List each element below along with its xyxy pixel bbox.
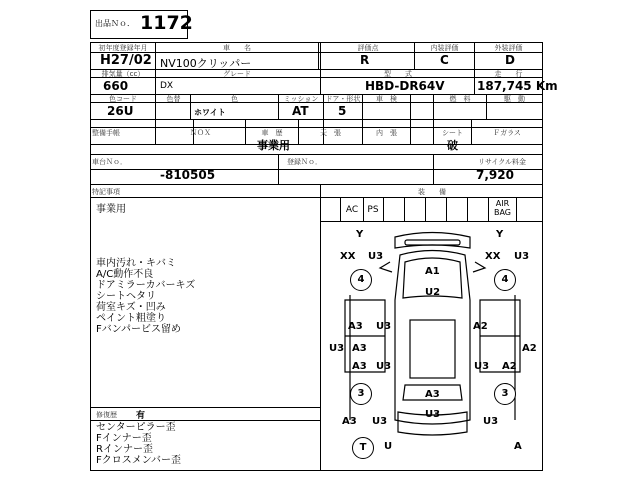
tire-rear-left: 3 <box>350 383 372 405</box>
notes-line: ペイント粗塗り <box>96 313 166 324</box>
notes-line: A/C動作不良 <box>96 269 154 280</box>
value-recycle: 7,920 <box>476 168 514 182</box>
code-u2-hood: U2 <box>425 287 441 298</box>
value-doors: 5 <box>338 104 347 118</box>
label-drive: 駆 動 <box>504 95 525 103</box>
code-u3-rear: U3 <box>425 409 441 420</box>
code-a-br: A <box>514 441 522 452</box>
label-inspection: 車 検 <box>376 95 397 103</box>
label-registration: 登録Ｎｏ． <box>287 158 322 166</box>
notes-line: ドアミラーカバーキズ <box>96 280 196 291</box>
value-seat: 破 <box>447 139 458 152</box>
code-u3-fr: U3 <box>514 251 530 262</box>
label-nox: ＮＯＸ <box>190 129 211 137</box>
repair-line: Rインナー歪 <box>96 444 153 455</box>
equip-airbag: AIR BAG <box>493 199 512 217</box>
label-chassis: 車台Ｎｏ． <box>92 158 127 166</box>
label-manual: 整備手帳 <box>92 129 120 137</box>
notes-line: 荷室キズ・凹み <box>96 302 166 313</box>
code-a1-hood: A1 <box>425 266 440 277</box>
code-a3-rear: A3 <box>425 389 440 400</box>
label-grade: グレード <box>223 70 251 78</box>
label-glass: Ｆガラス <box>493 129 521 137</box>
code-u3-r3: U3 <box>474 361 490 372</box>
code-u3-l3: U3 <box>376 361 392 372</box>
repair-value: 有 <box>136 411 146 421</box>
value-color-code: 26U <box>107 104 134 118</box>
code-u-bottom: U <box>384 441 393 452</box>
label-interior: 内装評価 <box>430 44 459 52</box>
notes-line: シートヘタリ <box>96 291 156 302</box>
value-score: R <box>360 53 370 67</box>
code-xx-right: XX <box>485 251 501 262</box>
label-doors: ドア・形状 <box>325 95 361 103</box>
label-repair: 修復歴 <box>96 411 117 419</box>
value-year: H27/02 <box>100 53 152 68</box>
label-recycle: リサイクル料金 <box>478 158 527 166</box>
lot-number: 1172 <box>140 12 193 34</box>
label-mission: ミッション <box>283 95 319 103</box>
label-displacement: 排気量（cc） <box>101 70 145 78</box>
notes-list <box>96 258 195 335</box>
label-notes: 特記事項 <box>92 188 120 196</box>
value-grade: DX <box>160 81 174 91</box>
label-color-code: 色コード <box>109 95 137 103</box>
notes-line: Fバンパービス留め <box>96 324 182 335</box>
label-score: 評価点 <box>357 44 379 52</box>
label-year: 初年度登録年月 <box>98 44 148 52</box>
repair-line: センターピラー歪 <box>96 422 176 433</box>
code-xx-left: XX <box>340 251 356 262</box>
tire-front-left: 4 <box>350 269 372 291</box>
value-mission: AT <box>292 104 309 118</box>
code-a3-bl: A3 <box>342 416 357 427</box>
value-exterior: D <box>505 53 515 67</box>
repair-line: Fクロスメンバー歪 <box>96 455 182 466</box>
label-color: 色 <box>231 95 238 103</box>
label-equipment: 装 備 <box>418 188 446 196</box>
code-u3-bl: U3 <box>372 416 388 427</box>
lot-label: 出品Ｎｏ． <box>95 19 135 28</box>
value-interior: C <box>440 53 449 67</box>
label-color-change: 色替 <box>166 95 181 103</box>
code-y-left: Y <box>356 229 364 240</box>
label-car-name: 車 名 <box>223 44 251 52</box>
code-u3-l2: U3 <box>329 343 345 354</box>
label-inner: 内 張 <box>376 129 397 137</box>
code-y-right: Y <box>496 229 504 240</box>
label-sunroof: 天 張 <box>320 129 341 137</box>
notes-top: 事業用 <box>96 204 126 215</box>
tire-rear-right: 3 <box>494 383 516 405</box>
notes-line: 車内汚れ・キバミ <box>96 258 176 269</box>
label-mileage: 走 行 <box>494 70 523 78</box>
equip-ps: PS <box>367 205 379 215</box>
repair-line: Fインナー歪 <box>96 433 152 444</box>
tire-front-right: 4 <box>494 269 516 291</box>
repair-list <box>96 422 181 466</box>
value-mileage: 187,745 Km <box>477 79 558 93</box>
label-fuel: 燃 料 <box>449 95 471 103</box>
code-u3-l1: U3 <box>376 321 392 332</box>
spare-tire: T <box>352 437 374 459</box>
code-a2-r3: A2 <box>502 361 517 372</box>
code-u3-fl: U3 <box>368 251 384 262</box>
value-model: HBD-DR64V <box>365 79 445 93</box>
label-seat: シート <box>442 129 463 137</box>
label-exterior: 外装評価 <box>494 44 523 52</box>
value-history: 事業用 <box>257 139 290 152</box>
label-history: 車 歴 <box>261 129 283 137</box>
code-a3-l2: A3 <box>352 343 367 354</box>
car-diagram <box>345 233 520 436</box>
value-chassis: -810505 <box>160 168 216 182</box>
code-a3-l3: A3 <box>352 361 367 372</box>
value-car-name: NV100クリッパー <box>160 57 252 70</box>
code-a2-r2: A2 <box>522 343 537 354</box>
code-u3-br: U3 <box>483 416 499 427</box>
value-displacement: 660 <box>103 79 129 93</box>
value-color: ホワイト <box>194 108 226 117</box>
label-model: 型 式 <box>384 70 412 78</box>
code-a3-l1: A3 <box>348 321 363 332</box>
equip-ac: AC <box>345 205 359 215</box>
code-a2-r1: A2 <box>473 321 488 332</box>
